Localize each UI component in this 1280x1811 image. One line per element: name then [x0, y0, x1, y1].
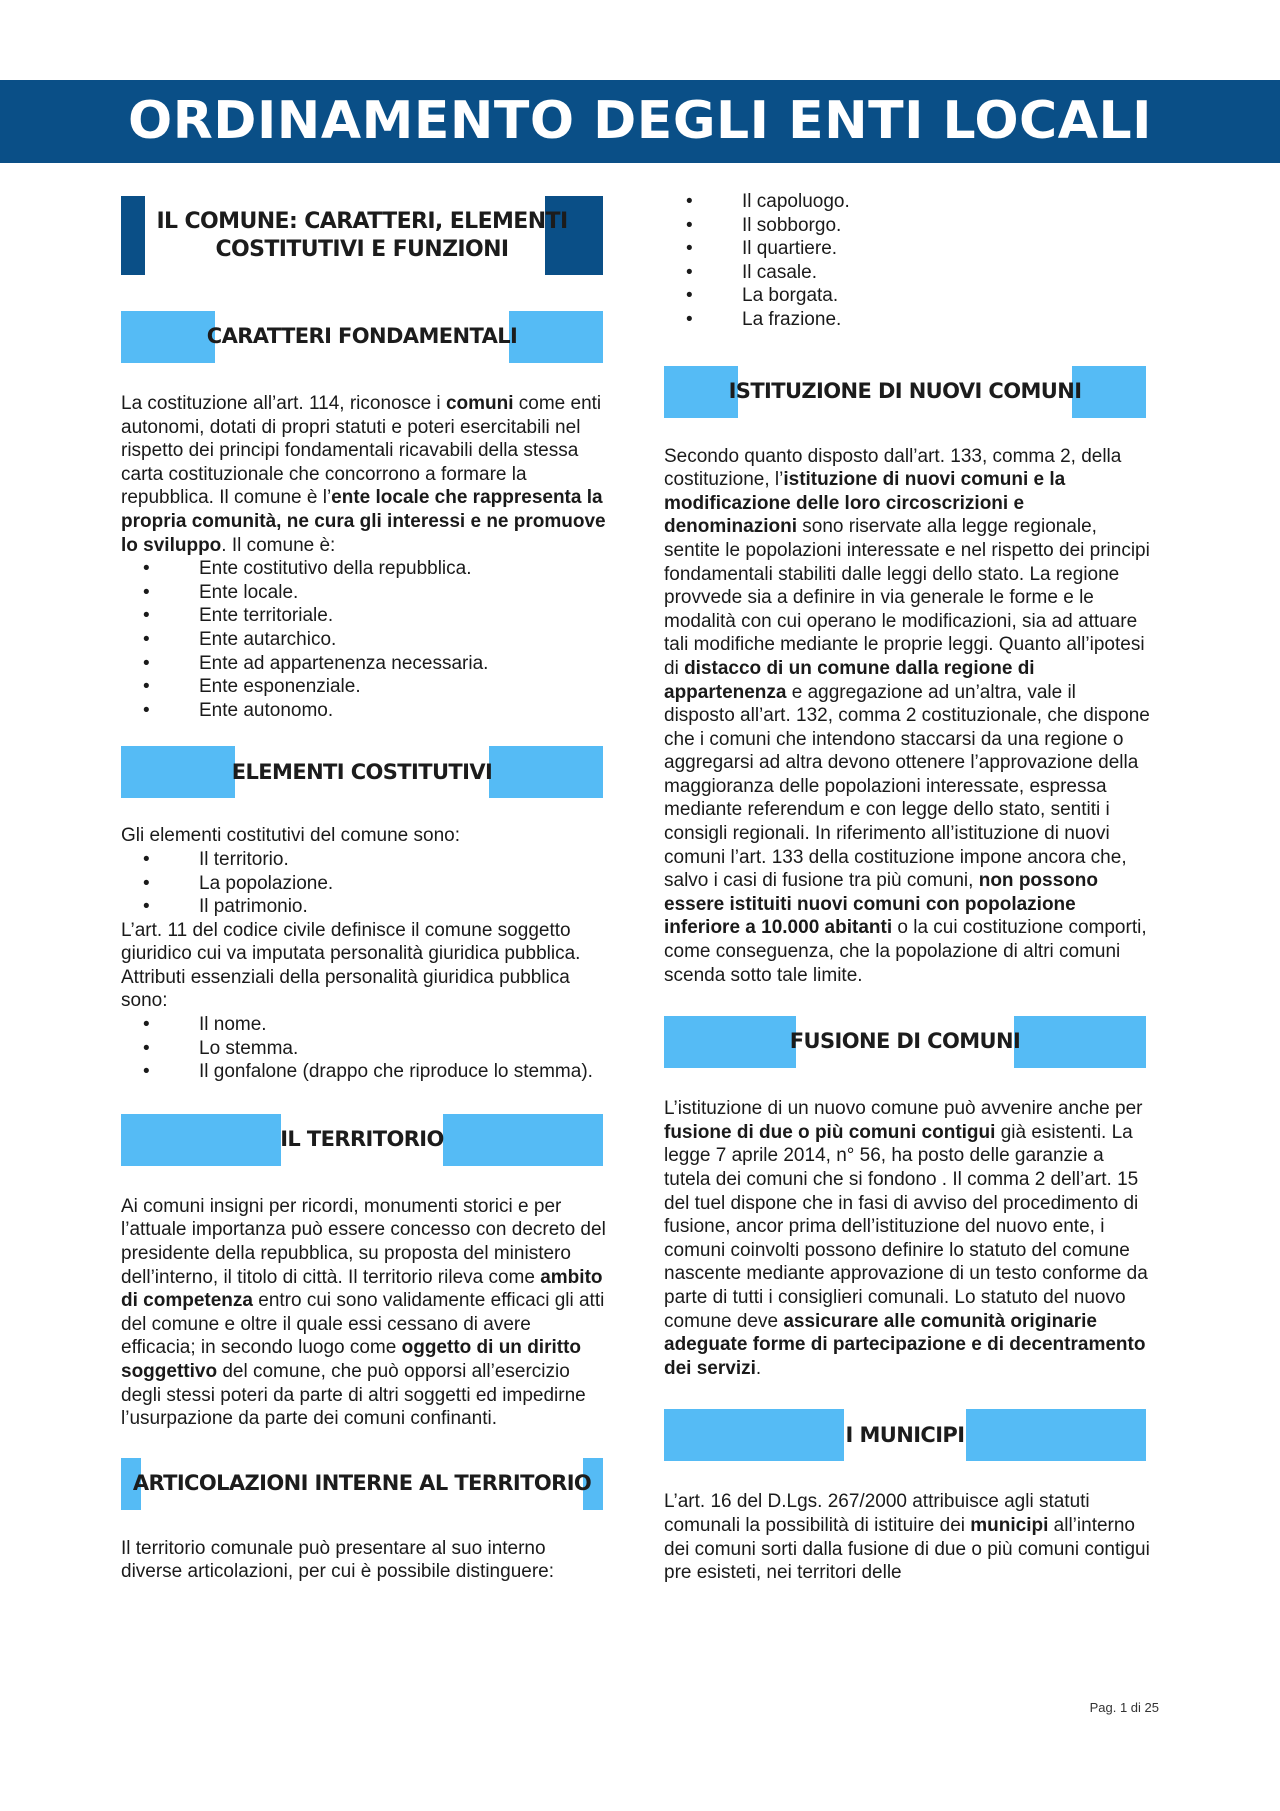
section-heading-elementi: ELEMENTI COSTITUTIVI: [121, 746, 603, 798]
list-item: • Ente autonomo.: [121, 699, 607, 723]
heading-block-left: [121, 196, 145, 275]
articolazioni-list: [664, 190, 1150, 332]
caratteri-paragraph: La costituzione all’art. 114, riconosce i comuni come enti autonomi, dotati di propri statuti e poteri esercitabili nel rispetto dei principi fondamentali ricavabili della stessa carta costituzionale che concorrono a formare la repubblica. Il comune è l’ente locale che rappresenta la propria comunità, ne cura gli interessi e ne promuove lo sviluppo. Il comune è:: [121, 393, 606, 556]
section-heading-fusione: FUSIONE DI COMUNI: [664, 1016, 1146, 1068]
right-column: [664, 190, 1150, 1585]
section-heading-territorio: IL TERRITORIO: [121, 1114, 603, 1166]
list-item: • Ente territoriale.: [121, 604, 607, 628]
section-heading-municipi: I MUNICIPI: [664, 1409, 1146, 1461]
list-item: • Il quartiere.: [664, 237, 1150, 261]
articolazioni-paragraph: Il territorio comunale può presentare al suo interno diverse articolazioni, per cui è possibile distinguere:: [121, 1537, 555, 1583]
list-item: • La popolazione.: [121, 872, 607, 896]
list-item: • La frazione.: [664, 308, 1150, 332]
document-title: ORDINAMENTO DEGLI ENTI LOCALI: [128, 91, 1152, 151]
fusione-paragraph: L’istituzione di un nuovo comune può avvenire anche per fusione di due o più comuni contigui già esistenti. La legge 7 aprile 2014, n° 56, ha posto delle garanzie a tutela dei comuni che si fondono . Il comma 2 dell’art. 15 del tuel dispone che in fasi di avviso del procedimento di fusione, ancor prima dell’istituzione del nuovo ente, i comuni coinvolti possono definire lo statuto del comune nascente mediante approvazione di un testo conforme da parte di tutti i consiglieri comunali. Lo statuto del nuovo comune deve assicurare alle comunità originarie adeguate forme di partecipazione e di decentramento dei servizi.: [664, 1098, 1148, 1379]
page-banner: [0, 80, 1280, 163]
main-heading-title: IL COMUNE: CARATTERI, ELEMENTI COSTITUTIVI E FUNZIONI: [156, 208, 568, 262]
list-item: • Il sobborgo.: [664, 214, 1150, 238]
elementi-paragraph: L’art. 11 del codice civile definisce il comune soggetto giuridico cui va imputata personalità giuridica pubblica. Attributi essenziali della personalità giuridica pubblica sono:: [121, 919, 581, 1012]
istituzione-paragraph: Secondo quanto disposto dall’art. 133, comma 2, della costituzione, l’istituzione di nuovi comuni e la modificazione delle loro circoscrizioni e denominazioni sono riservate alla legge regionale, sentite le popolazioni interessate e nel rispetto dei principi fondamentali stabiliti dalle leggi dello stato. La regione provvede sia a definire in via generale le forme e le modalità con cui operano le modificazioni, sia ad attuare tali modifiche mediante le proprie leggi. Quanto all’ipotesi di distacco di un comune dalla regione di appartenenza e aggregazione ad un’altra, vale il disposto all’art. 132, comma 2 costituzionale, che dispone che i comuni che intendono staccarsi da una regione o aggregarsi ad altra devono ottenere l’approvazione della maggioranza delle popolazioni interessate, espressa mediante referendum e con legge dello stato, sentiti i consigli regionali. In riferimento all’istituzione di nuovi comuni l’art. 133 della costituzione impone ancora che, salvo i casi di fusione tra più comuni, non possono essere istituiti nuovi comuni con popolazione inferiore a 10.000 abitanti o la cui costituzione comporti, come conseguenza, che la popolazione di altri comuni scenda sotto tale limite.: [664, 445, 1150, 986]
attributi-list: [121, 1013, 607, 1084]
list-item: • Il casale.: [664, 261, 1150, 285]
list-item: • Il territorio.: [121, 848, 607, 872]
left-column: [121, 196, 607, 1584]
list-item: • Il gonfalone (drappo che riproduce lo stemma).: [121, 1060, 607, 1084]
list-item: • Ente costitutivo della repubblica.: [121, 557, 607, 581]
caratteri-list: [121, 557, 607, 722]
municipi-paragraph: L’art. 16 del D.Lgs. 267/2000 attribuisce agli statuti comunali la possibilità di istituire dei municipi all’interno dei comuni sorti dalla fusione di due o più comuni contigui pre esisteti, nei territori delle: [664, 1491, 1150, 1584]
list-item: • Ente autarchico.: [121, 628, 607, 652]
list-item: • La borgata.: [664, 284, 1150, 308]
page-number: Pag. 1 di 25: [1089, 1700, 1159, 1715]
list-item: • Ente ad appartenenza necessaria.: [121, 652, 607, 676]
elementi-list: [121, 848, 607, 919]
list-item: • Il nome.: [121, 1013, 607, 1037]
list-item: • Il capoluogo.: [664, 190, 1150, 214]
section-heading-istituzione: ISTITUZIONE DI NUOVI COMUNI: [664, 366, 1146, 418]
list-item: • Ente locale.: [121, 581, 607, 605]
list-item: • Lo stemma.: [121, 1037, 607, 1061]
list-item: • Ente esponenziale.: [121, 675, 607, 699]
territorio-paragraph: Ai comuni insigni per ricordi, monumenti storici e per l’attuale importanza può essere concesso con decreto del presidente della repubblica, su proposta del ministero dell’interno, il titolo di città. Il territorio rileva come ambito di competenza entro cui sono validamente efficaci gli atti del comune e oltre il quale essi cessano di avere efficacia; in secondo luogo come oggetto di un diritto soggettivo del comune, che può opporsi all’esercizio degli stessi poteri da parte di altri soggetti ed impedirne l’usurpazione da parte dei comuni confinanti.: [121, 1195, 606, 1430]
section-heading-articolazioni: ARTICOLAZIONI INTERNE AL TERRITORIO: [121, 1458, 603, 1510]
elementi-intro: Gli elementi costitutivi del comune sono:: [121, 825, 460, 847]
main-section-heading: [121, 196, 603, 275]
list-item: • Il patrimonio.: [121, 895, 607, 919]
section-heading-caratteri: CARATTERI FONDAMENTALI: [121, 311, 603, 363]
